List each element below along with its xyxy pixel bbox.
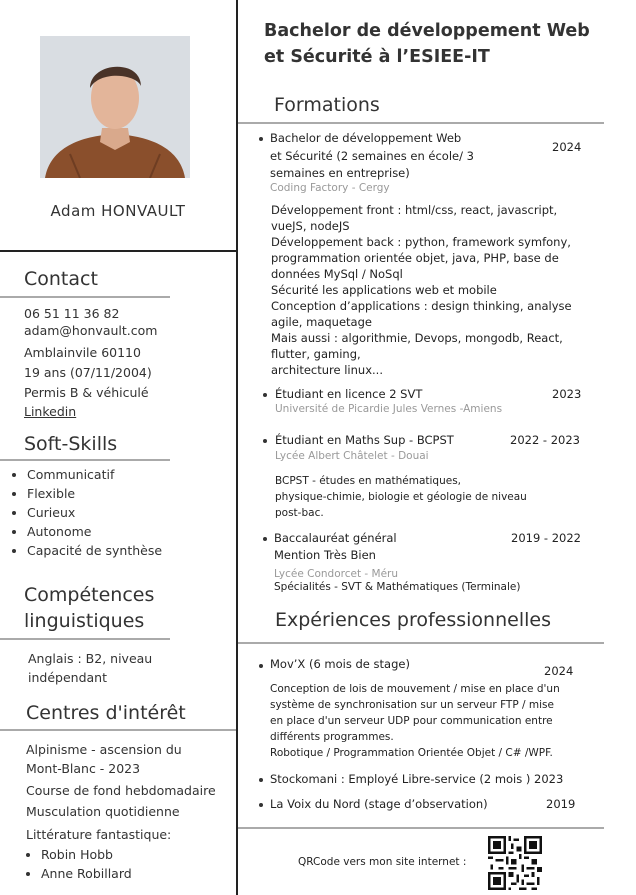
page-title xyxy=(264,18,624,70)
headline-line2: et Sécurité à l’ESIEE-IT xyxy=(264,47,490,67)
languages-title-line2: linguistiques xyxy=(24,610,145,632)
bullet xyxy=(259,664,263,668)
contact-age: 19 ans (07/11/2004) xyxy=(24,365,152,380)
experiences-rule xyxy=(238,642,604,644)
experience-lavoixdunord-year: 2019 xyxy=(546,797,576,811)
formation-bac-year: 2019 - 2022 xyxy=(511,531,581,545)
formation-bcpst-title: Étudiant en Maths Sup - BCPST xyxy=(275,433,454,447)
contact-title: Contact xyxy=(24,268,98,290)
headline-line1: Bachelor de développement Web xyxy=(264,21,590,41)
formations-title: Formations xyxy=(274,94,380,116)
bullet xyxy=(259,778,263,782)
language-english-level: indépendant xyxy=(28,670,107,685)
interests-rule xyxy=(0,729,236,731)
formation-bac-line2: Mention Très Bien xyxy=(274,548,376,562)
contact-license: Permis B & véhiculé xyxy=(24,385,149,400)
interests-title: Centres d'intérêt xyxy=(26,702,186,724)
languages-rule xyxy=(0,638,170,640)
language-english: Anglais : B2, niveau xyxy=(28,651,153,666)
bullet xyxy=(263,439,267,443)
interest-running: Course de fond hebdomadaire xyxy=(26,783,216,798)
experience-movx-title: Mov’X (6 mois de stage) xyxy=(270,657,410,671)
experience-movx-details: Conception de lois de mouvement / mise en place d'un système de synchronisation sur un serveur FTP / mise en place d'un serveur UDP pour communication entre différents programmes. Robotique / Programmation Orientée Objet / C# /WPF. xyxy=(270,683,560,759)
bullet xyxy=(263,393,267,397)
formation-bcpst-details: BCPST - études en mathématiques, physique-chimie, biologie et géologie de niveau post-bac. xyxy=(275,475,527,519)
list-item: • Anne Robillard xyxy=(41,864,132,883)
formation-bcpst-year: 2022 - 2023 xyxy=(510,433,580,447)
formation-bachelor-details: Développement front : html/css, react, javascript, vueJS, nodeJS Développement back : python, framework symfony, programmation orientée objet, java, PHP, base de données MySql / NoSql Sécurité les applications web et mobile Conception d’applications : design thinking, analyse agile, maquetage Mais aussi : algorithmie, Devops, mongodb, React, flutter, gaming, architecture linux... xyxy=(271,203,572,377)
experiences-title: Expériences professionnelles xyxy=(275,609,551,631)
formation-bachelor-line1: Bachelor de développement Web xyxy=(270,131,462,145)
contact-city: Amblainvile 60110 xyxy=(24,345,141,360)
contact-rule xyxy=(0,296,170,298)
formation-bachelor-year: 2024 xyxy=(552,140,582,154)
experience-movx-year: 2024 xyxy=(544,664,574,678)
list-item: • Autonome xyxy=(27,522,162,541)
list-item: • Communicatif xyxy=(27,465,162,484)
contact-email[interactable]: adam@honvault.com xyxy=(24,323,158,338)
formation-bachelor-school: Coding Factory - Cergy xyxy=(270,182,390,194)
interest-alpinism: Alpinisme - ascension du xyxy=(26,742,182,757)
formation-licence-school: Université de Picardie Jules Vernes -Amiens xyxy=(275,403,503,415)
list-item: • Curieux xyxy=(27,503,162,522)
list-item: • Flexible xyxy=(27,484,162,503)
experience-stockomani-title: Stockomani : Employé Libre-service (2 mois ) 2023 xyxy=(270,772,564,786)
formation-bac-school: Lycée Condorcet - Méru xyxy=(274,568,399,580)
formation-bac-spec: Spécialités - SVT & Mathématiques (Terminale) xyxy=(274,581,521,593)
interest-reading: Littérature fantastique: xyxy=(26,827,172,842)
profile-photo xyxy=(40,36,190,178)
formation-licence-year: 2023 xyxy=(552,387,582,401)
candidate-name: Adam HONVAULT xyxy=(50,202,186,220)
languages-title-line1: Compétences xyxy=(24,584,155,606)
soft-skills-rule xyxy=(0,459,170,461)
qr-code-icon[interactable] xyxy=(488,836,542,890)
formation-bcpst-school: Lycée Albert Châtelet - Douai xyxy=(275,450,429,462)
contact-phone: 06 51 11 36 82 xyxy=(24,306,120,321)
interest-gym: Musculation quotidienne xyxy=(26,804,180,819)
formation-bac-line1: Baccalauréat général xyxy=(274,531,397,545)
bullet xyxy=(259,137,263,141)
authors-list xyxy=(27,845,132,883)
column-divider xyxy=(236,0,238,895)
photo-section-divider xyxy=(0,250,237,252)
bullet xyxy=(263,537,267,541)
linkedin-link[interactable]: Linkedin xyxy=(24,404,77,419)
formations-rule xyxy=(238,122,604,124)
list-item: • Capacité de synthèse xyxy=(27,541,162,560)
formation-licence-title: Étudiant en licence 2 SVT xyxy=(275,387,423,401)
interest-alpinism-detail: Mont-Blanc - 2023 xyxy=(26,761,141,776)
formation-bachelor-line2: et Sécurité (2 semaines en école/ 3 xyxy=(270,149,474,163)
formation-bachelor-line3: semaines en entreprise) xyxy=(270,166,410,180)
list-item: • Robin Hobb xyxy=(41,845,132,864)
qr-label: QRCode vers mon site internet : xyxy=(298,856,467,868)
experience-lavoixdunord-title: La Voix du Nord (stage d’observation) xyxy=(270,797,488,811)
footer-rule xyxy=(238,827,604,829)
soft-skills-title: Soft-Skills xyxy=(24,433,118,455)
soft-skills-list xyxy=(13,465,162,560)
bullet xyxy=(259,803,263,807)
